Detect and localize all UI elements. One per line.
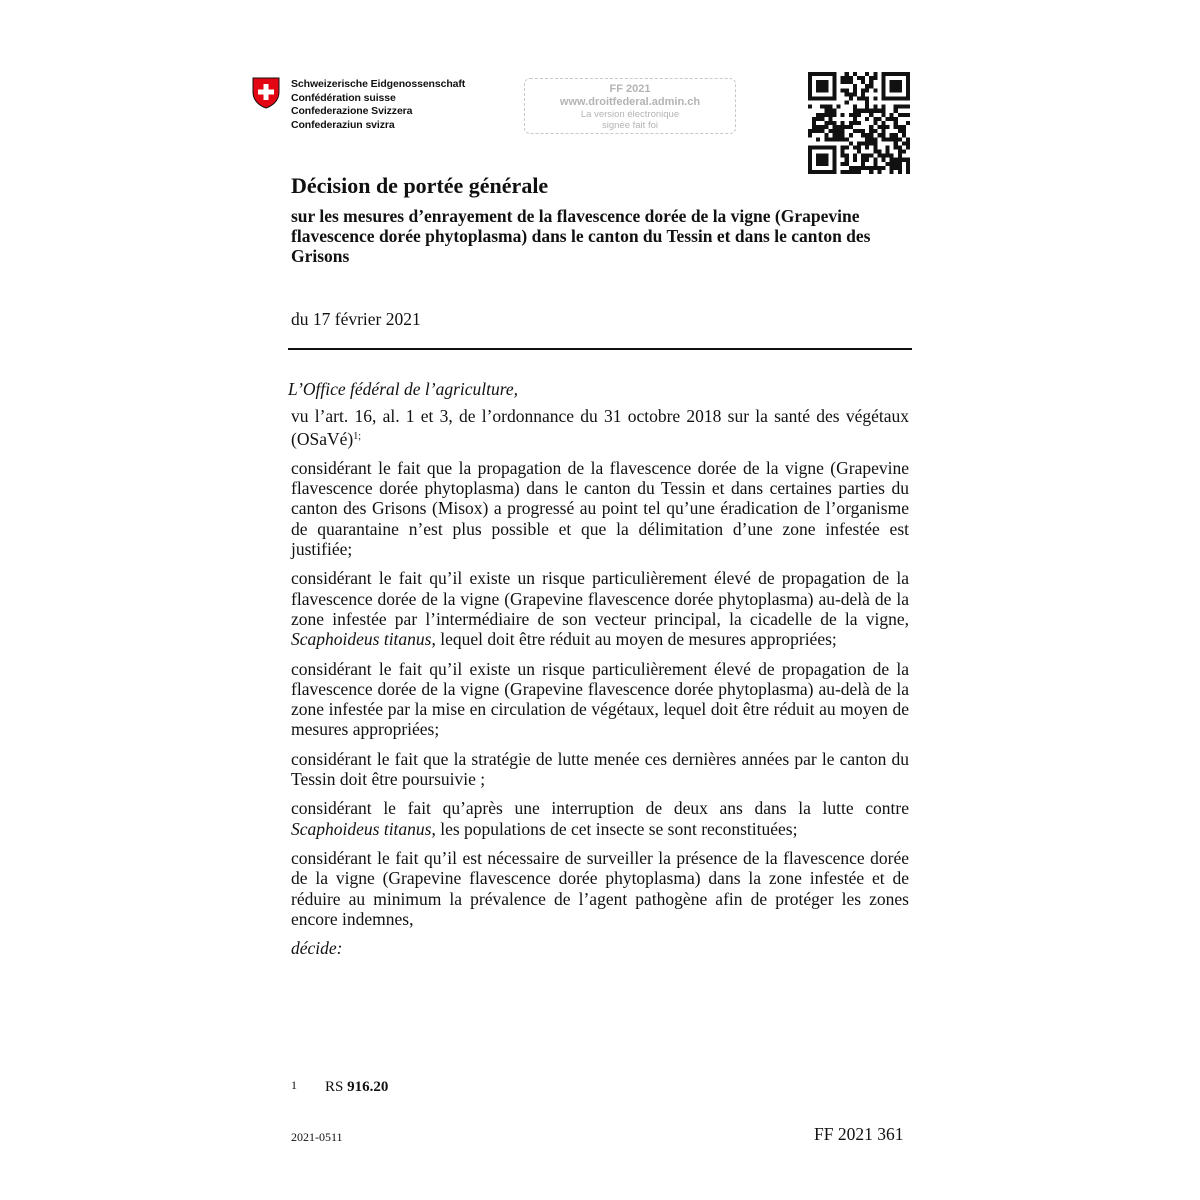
considering-2-text-b: , lequel doit être réduit au moyen de mesures appropriées;: [431, 629, 837, 650]
title-divider: [288, 348, 912, 350]
stamp-website: www.droitfederal.admin.ch: [559, 96, 701, 108]
confederation-names: [291, 78, 465, 132]
considering-2-text-a: considérant le fait qu’il existe un risque particulièrement élevé de propagation de la flavescence dorée de la vigne (Grapevine flavescence dorée phytoplasma) au-delà de la zone infestée par l’intermédiaire de son vecteur principal, la cicadelle de la vigne,: [291, 568, 909, 629]
considering-5-text-a: considérant le fait qu’après une interruption de deux ans dans la lutte contre: [291, 798, 909, 819]
legal-basis-text: vu l’art. 16, al. 1 et 3, de l’ordonnance du 31 octobre 2018 sur la santé des végétaux (OSaVé): [291, 406, 909, 449]
document-body: [288, 379, 909, 967]
confederation-name-rm: Confederaziun svizra: [291, 118, 395, 131]
stamp-note-2: signée fait foi: [602, 120, 658, 131]
considering-paragraph-4: considérant le fait que la stratégie de lutte menée ces dernières années par le canton du Tessin doit être poursuivie ;: [291, 748, 909, 790]
footnote-reference[interactable]: 1;: [353, 430, 361, 442]
footnote-prefix: RS: [325, 1079, 348, 1095]
ff-reference: FF 2021 361: [814, 1124, 904, 1144]
document-number: 2021-0511: [291, 1130, 343, 1144]
document-subtitle: sur les mesures d’enrayement de la flavescence dorée de la vigne (Grapevine flavescence dorée phytoplasma) dans le canton du Tessin et dans le canton des Grisons: [291, 206, 871, 266]
legal-basis-paragraph: [291, 406, 909, 449]
stamp-ff-year: FF 2021: [609, 83, 651, 95]
confederation-name-de: Schweizerische Eidgenossenschaft: [291, 78, 466, 90]
species-name: Scaphoideus titanus: [291, 818, 432, 839]
considering-paragraph-5: [291, 798, 909, 839]
document-date: du 17 février 2021: [291, 309, 421, 329]
considering-paragraph-3: considérant le fait qu’il existe un risque particulièrement élevé de propagation de la flavescence dorée de la vigne (Grapevine flavescence dorée phytoplasma) au-delà de la zone infestée par la mise en circulation de végétaux, lequel doit être réduit au moyen de mesures appropriées;: [291, 658, 909, 740]
considering-paragraph-2: [291, 568, 909, 649]
decision-heading: décide:: [291, 938, 343, 959]
swiss-coat-of-arms-logo: [252, 77, 280, 109]
footnote-text: [325, 1079, 388, 1096]
considering-paragraph-1: considérant le fait que la propagation de la flavescence dorée de la vigne (Grapevine flavescence dorée phytoplasma) dans le canton du Tessin et dans certaines parties du canton des Grisons (Misox) a progressé au point tel qu’une éradication de l’organisme de quarantaine n’est plus possible et que la délimitation d’une zone infestée est justifiée;: [291, 457, 909, 560]
signature-stamp: [524, 78, 736, 134]
footnote-number: 1: [291, 1078, 297, 1092]
qr-code-icon: [808, 72, 910, 174]
confederation-name-fr: Confédération suisse: [291, 91, 396, 104]
considering-5-text-b: , les populations de cet insecte se sont reconstituées;: [431, 818, 798, 839]
considering-paragraph-6: considérant le fait qu’il est nécessaire de surveiller la présence de la flavescence dorée de la vigne (Grapevine flavescence dorée phytoplasma) dans la zone infestée et de réduire au minimum la prévalence de l’agent pathogène afin de protéger les zones encore indemnes,: [291, 847, 909, 929]
stamp-note-1: La version électronique: [580, 109, 680, 120]
document-title: Décision de portée générale: [291, 173, 549, 198]
issuing-office: L’Office fédéral de l’agriculture,: [288, 379, 519, 399]
confederation-name-it: Confederazione Svizzera: [291, 105, 413, 117]
species-name: Scaphoideus titanus: [291, 629, 432, 650]
footnote-rs-number[interactable]: 916.20: [347, 1079, 389, 1095]
